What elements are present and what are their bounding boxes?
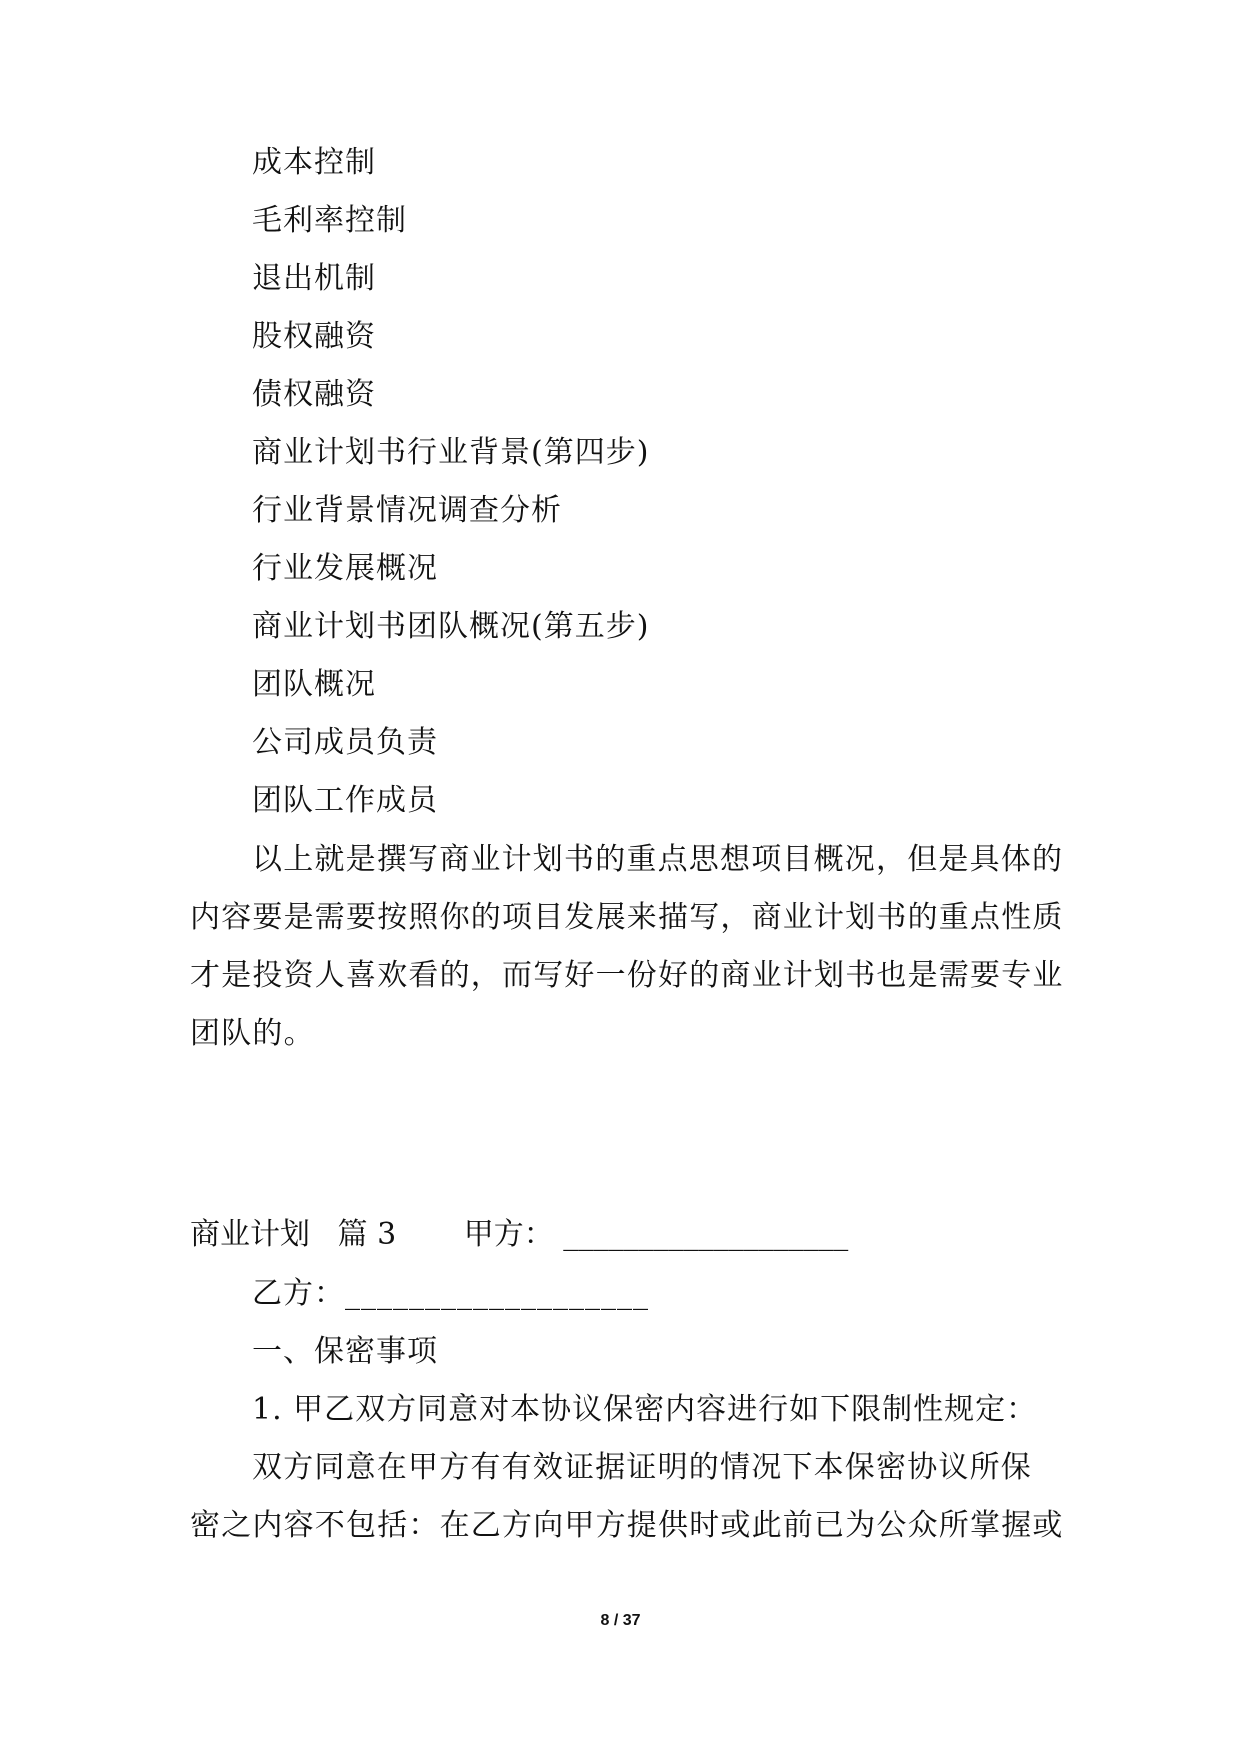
section-number: 篇 3	[337, 1217, 397, 1252]
page-number: 8 / 37	[600, 1612, 641, 1629]
party-a-blank: ___________________	[563, 1217, 849, 1252]
summary-line: 团队的。	[190, 1016, 315, 1051]
summary-line: 以上就是撰写商业计划书的重点思想项目概况，但是具体的	[252, 842, 1064, 877]
clause-item-1: 1. 甲乙双方同意对本协议保密内容进行如下限制性规定：	[252, 1392, 1038, 1427]
outline-item: 毛利率控制	[252, 203, 407, 238]
outline-item: 公司成员负责	[252, 725, 438, 760]
section-header	[190, 1215, 848, 1255]
clause-heading: 一、保密事项	[252, 1334, 438, 1369]
clause-body-line: 密之内容不包括：在乙方向甲方提供时或此前已为公众所掌握或	[190, 1508, 1064, 1543]
outline-item: 股权融资	[252, 319, 376, 354]
outline-item: 团队工作成员	[252, 783, 438, 818]
section-title: 商业计划	[190, 1217, 310, 1252]
party-b-line	[252, 1274, 649, 1314]
party-a-label: 甲方：	[463, 1217, 554, 1252]
outline-item: 商业计划书团队概况(第五步)	[252, 609, 650, 644]
summary-line: 内容要是需要按照你的项目发展来描写，商业计划书的重点性质	[190, 900, 1064, 935]
outline-item: 成本控制	[252, 145, 376, 180]
outline-item: 行业背景情况调查分析	[252, 493, 562, 528]
summary-line: 才是投资人喜欢看的，而写好一份好的商业计划书也是需要专业	[190, 958, 1064, 993]
outline-item: 退出机制	[252, 261, 376, 296]
outline-item: 商业计划书行业背景(第四步)	[252, 435, 650, 470]
outline-item: 债权融资	[252, 377, 376, 412]
outline-item: 行业发展概况	[252, 551, 438, 586]
clause-body-line: 双方同意在甲方有有效证据证明的情况下本保密协议所保	[252, 1450, 1032, 1485]
party-b-blank: ___________________	[345, 1276, 649, 1311]
outline-item: 团队概况	[252, 667, 376, 702]
party-b-label: 乙方：	[252, 1276, 345, 1311]
